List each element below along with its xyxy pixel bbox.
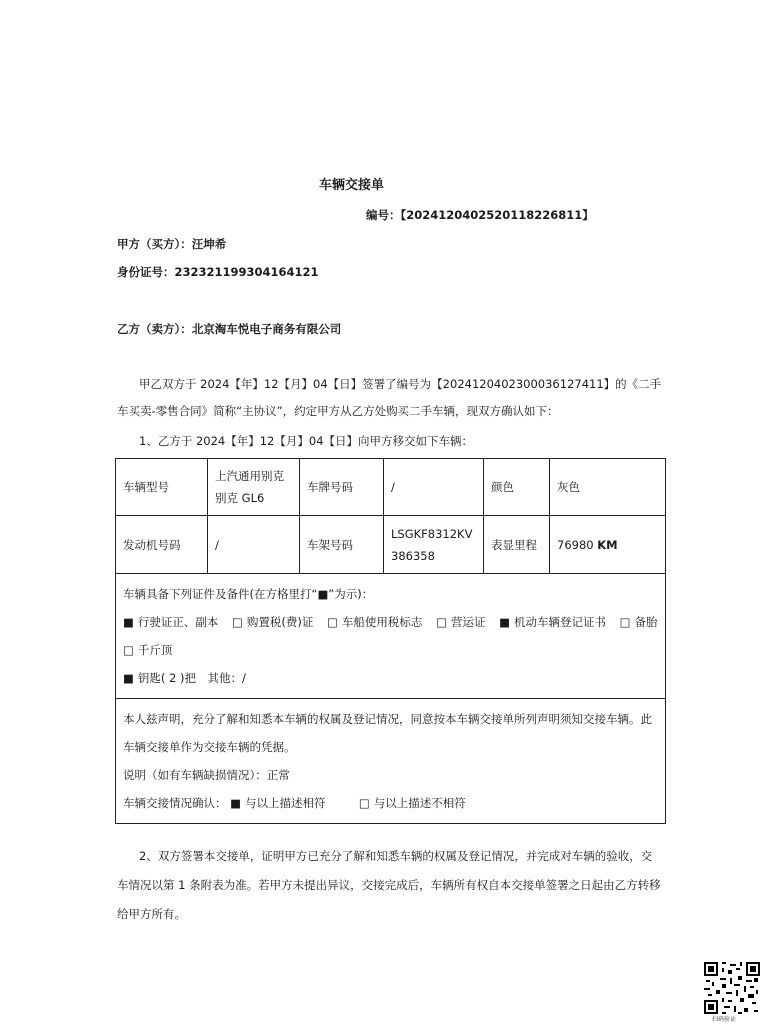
model-value: 上汽通用别克别克 GL6	[208, 459, 300, 516]
color-label: 颜色	[484, 459, 550, 516]
confirm-line: 车辆交接情况确认： ■ 与以上描述相符 □ 与以上描述不相符	[123, 789, 658, 817]
doc-item: □ 备胎	[619, 615, 658, 629]
party-a: 甲方（买方）：汪坤希	[117, 237, 227, 251]
documents-header: 车辆具备下列证件及备件(在方格里打“■”为示)：	[123, 587, 374, 601]
keys-line: ■ 钥匙( 2 )把 其他：/	[123, 671, 246, 685]
plate-value: /	[384, 459, 484, 516]
party-b: 乙方（卖方）：北京淘车悦电子商务有限公司	[117, 322, 342, 336]
doc-item: □ 车船使用税标志	[327, 615, 423, 629]
qr-code-icon	[704, 962, 760, 1014]
confirm-nomatch-text: 与以上描述不相符	[373, 796, 466, 810]
engine-label: 发动机号码	[116, 516, 208, 574]
vin-value: LSGKF8312KV386358	[384, 516, 484, 574]
mileage-label: 表显里程	[484, 516, 550, 574]
doc-item: ■ 机动车辆登记证书	[499, 615, 606, 629]
plate-label: 车牌号码	[300, 459, 384, 516]
confirm-match-text: 与以上描述相符	[245, 796, 326, 810]
intro-paragraph: 甲乙双方于 2024【年】12【月】04【日】签署了编号为【2024120402300036127411】的《二手车买卖-零售合同》简称“主协议”，约定甲方从乙方处购买二手车辆，现双方确认如下：	[117, 377, 662, 418]
confirm-nomatch-mark: □	[358, 796, 370, 810]
model-label: 车辆型号	[116, 459, 208, 516]
table-row	[116, 574, 666, 699]
color-value: 灰色	[550, 459, 666, 516]
document-number: 编号：【20241204025201182268​11】	[366, 208, 594, 222]
document-title: 车辆交接单	[319, 178, 385, 193]
vin-label: 车架号码	[300, 516, 384, 574]
doc-item: □ 购置税(费)证	[232, 615, 314, 629]
statement-text: 本人兹声明，充分了解和知悉本车辆的权属及登记情况，同意按本车辆交接单所列声明须知交接车辆。此车辆交接单作为交接车辆的凭据。	[123, 712, 652, 754]
statement-cell	[116, 699, 666, 824]
table-row	[116, 516, 666, 574]
mileage-unit: KM	[597, 537, 618, 552]
doc-item: □ 营运证	[436, 615, 486, 629]
doc-item: □ 千斤顶	[123, 643, 173, 657]
table-row	[116, 459, 666, 516]
qr-caption: 扫码验证	[712, 1016, 737, 1023]
documents-list	[123, 608, 658, 664]
id-number: 身份证号：232321199304164121	[117, 265, 319, 279]
doc-item: ■ 行驶证正、副本	[123, 615, 219, 629]
engine-value: /	[208, 516, 300, 574]
vehicle-table	[115, 458, 666, 824]
table-row	[116, 699, 666, 824]
mileage-number: 76980	[557, 537, 594, 552]
clause-2: 2、双方签署本交接单，证明甲方已充分了解和知悉车辆的权属及登记情况，并完成对车辆的验收，交车情况以第 1 条附表为准。若甲方未提出异议，交接完成后，车辆所有权自本交接单签署之日起由乙方转移给甲方所有。	[117, 849, 661, 921]
confirm-match-mark: ■	[230, 796, 242, 810]
damage-text: 说明（如有车辆缺损情况）：正常	[123, 768, 290, 782]
mileage-cell	[550, 516, 666, 574]
documents-cell	[116, 574, 666, 699]
clause-1: 1、乙方于 2024【年】12【月】04【日】向甲方移交如下车辆：	[139, 434, 474, 448]
